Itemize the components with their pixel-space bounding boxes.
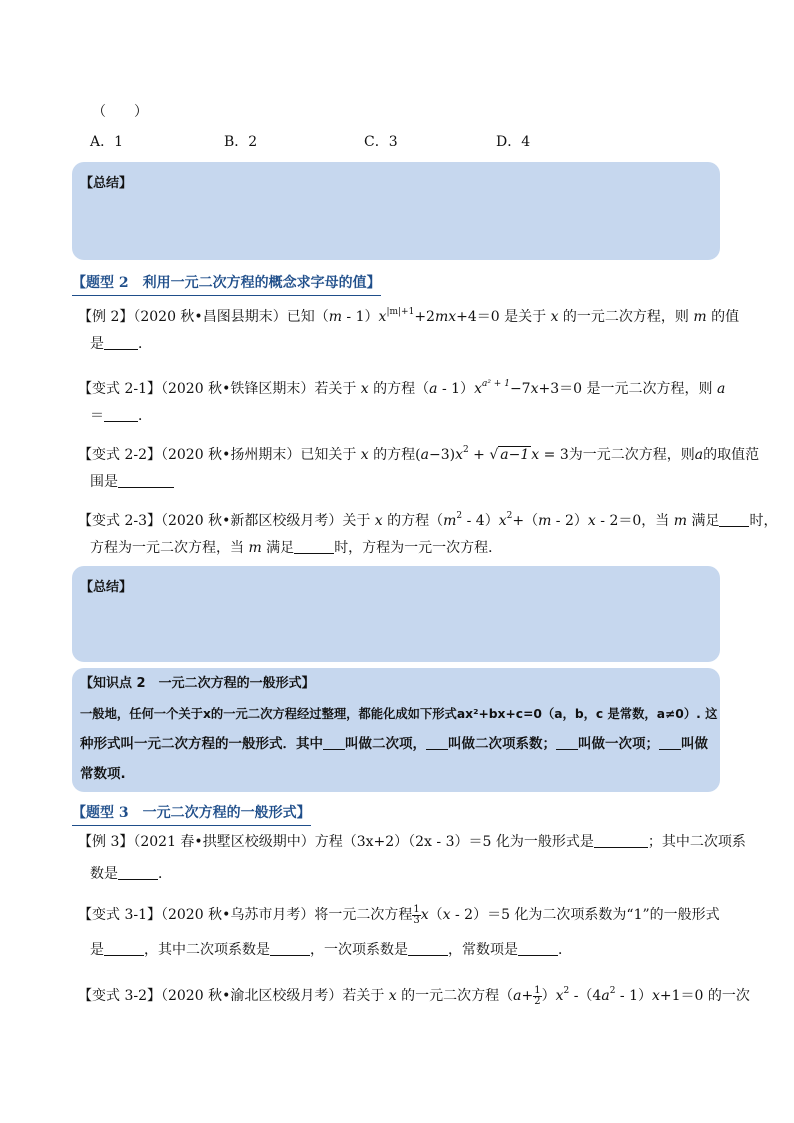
knowledge-line3: 常数项. <box>80 766 126 782</box>
answer-blank[interactable] <box>118 865 158 880</box>
variant-2-3-line2: 方程为一元二次方程，当 m 满足 时，方程为一元一次方程． <box>90 540 503 556</box>
example-3-line2: 数是 ． <box>90 866 172 882</box>
answer-blank[interactable] <box>594 833 648 848</box>
fraction-one-half: $\frac{1}{2}$ <box>534 984 541 1007</box>
variant-2-3-line1: 【变式 2-3】（2020 秋•新都区校级月考）关于 x 的方程$(m^2 - 4)x^2+(m - 2)x - 2=0$，当 m 满足 时， <box>78 511 778 529</box>
variant-3-1-line2: 是 ，其中二次项系数是 ，一次项系数是 ，常数项是 ． <box>90 942 572 958</box>
variant-2-2-line2: 围是 <box>90 472 174 492</box>
summary-title: 【总结】 <box>80 580 133 595</box>
summary-box-1 <box>72 162 720 260</box>
option-d: D．4 <box>496 134 531 150</box>
answer-blank[interactable] <box>118 473 174 488</box>
answer-blank[interactable] <box>104 941 144 956</box>
section-heading-type2: 【题型 2 利用一元二次方程的概念求字母的值】 <box>72 272 381 292</box>
answer-blank[interactable] <box>323 735 345 750</box>
answer-paren: （ ） <box>92 104 148 120</box>
answer-blank[interactable] <box>719 512 749 527</box>
answer-blank[interactable] <box>294 539 334 554</box>
fraction-one-third: $\frac{1}{3}$ <box>413 903 420 926</box>
answer-blank[interactable] <box>408 941 448 956</box>
knowledge-line2: 种形式叫一元二次方程的一般形式．其中 叫做二次项， 叫做二次项系数； 叫做一次项； 叫做 <box>80 736 708 752</box>
option-b: B．2 <box>224 134 258 150</box>
example-2-line1: 【例 2】（2020 秋•昌图县期末）已知$(m - 1)x^{|m|+1}+2mx+4=0$ 是关于 x 的一元二次方程，则 m 的值 <box>78 307 740 325</box>
answer-blank[interactable] <box>270 941 310 956</box>
summary-title: 【总结】 <box>80 176 133 191</box>
knowledge-line1: 一般地，任何一个关于x的一元二次方程经过整理，都能化成如下形式ax²+bx+c=0（a，b，c 是常数，a≠0）. 这 <box>80 707 718 721</box>
example-2-line2: 是 ． <box>90 336 152 352</box>
answer-blank[interactable] <box>104 335 138 350</box>
variant-2-1-line2: ＝ ． <box>90 408 152 424</box>
variant-2-1-line1: 【变式 2-1】（2020 秋•铁锋区期末）若关于 x 的方程$(a - 1)x^{a^2 + 1}-7x+3=0$ 是一元二次方程，则 a <box>78 379 726 397</box>
knowledge-title: 【知识点 2 一元二次方程的一般形式】 <box>80 676 315 691</box>
summary-box-2 <box>72 566 720 662</box>
option-c: C．3 <box>364 134 398 150</box>
section-heading-type3: 【题型 3 一元二次方程的一般形式】 <box>72 802 311 822</box>
variant-3-2-line1: 【变式 3-2】（2020 秋•渝北区校级月考）若关于 x 的一元二次方程（a+ $\frac{1}{2}$ ）$x^2$ $-(4a^2 - 1)x+1=0$ 的一次 <box>78 984 750 1007</box>
answer-blank[interactable] <box>659 735 681 750</box>
example-3-line1: 【例 3】（2021 春•拱墅区校级期中）方程（3x+2）（2x - 3）＝5 化为一般形式是 ；其中二次项系 <box>78 834 746 850</box>
answer-blank[interactable] <box>104 407 138 422</box>
variant-3-1-line1: 【变式 3-1】（2020 秋•乌苏市月考）将一元二次方程 $\frac{1}{3}$ x（x - 2）＝5 化为二次项系数为“1”的一般形式 <box>78 903 720 926</box>
variant-2-2-line1: 【变式 2-2】（2020 秋•扬州期末）已知关于 x 的方程$(a-3)x^2$ + √ a−1 x = 3为一元二次方程，则a的取值范 <box>78 445 760 463</box>
option-a: A．1 <box>90 134 124 150</box>
answer-blank[interactable] <box>426 735 448 750</box>
answer-blank[interactable] <box>518 941 558 956</box>
answer-blank[interactable] <box>556 735 578 750</box>
